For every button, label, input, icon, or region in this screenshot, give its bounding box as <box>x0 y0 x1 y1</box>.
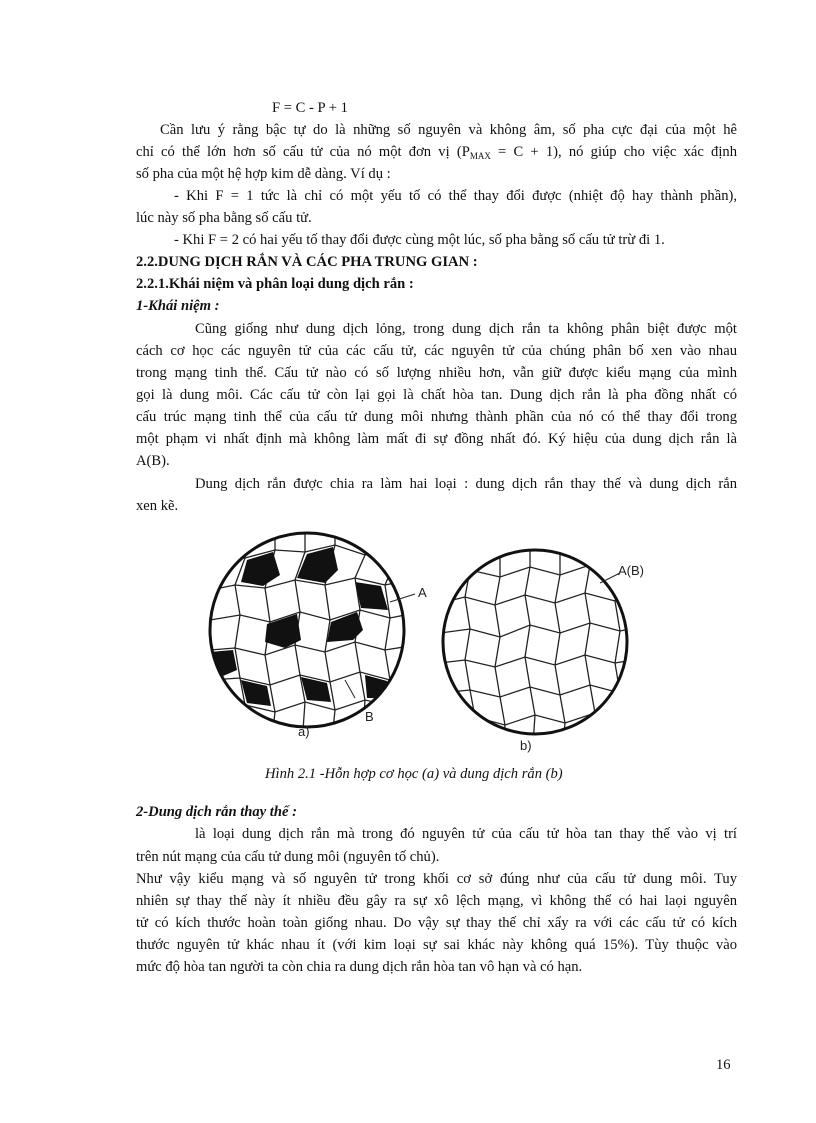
label-b-grain: B <box>365 709 374 724</box>
label-a-grain: A <box>418 585 427 600</box>
figure-b-solid-solution <box>440 545 640 745</box>
subheading-thay-the: 2-Dung dịch rắn thay thế : <box>136 804 297 820</box>
para2-line1: Cũng giống như dung dịch lỏng, trong dung dịch rắn ta không phân biệt được một <box>195 321 737 337</box>
para2-line2: cách cơ học các nguyên tử của các cấu tử, các nguyên tử của chúng phân bố xen vào nhau <box>136 343 737 359</box>
label-figure-a: a) <box>298 724 310 739</box>
figure-caption: Hình 2.1 -Hỗn hợp cơ học (a) và dung dịch rắn (b) <box>265 766 563 782</box>
bullet1-line1: - Khi F = 1 tức là chỉ có một yếu tố có thể thay đổi được (nhiệt độ hay thành phần), <box>174 188 737 204</box>
para5-line1: Như vậy kiểu mạng và số nguyên tử trong khối cơ sở đúng như của cấu tử dung môi. Tuy <box>136 871 737 887</box>
bullet2: - Khi F = 2 có hai yếu tố thay đổi được cùng một lúc, số pha bằng số cấu tử trừ đi 1. <box>174 232 665 248</box>
para2-line3: trong mạng tinh thể. Cấu tử nào có số lượng nhiều hơn, vẫn giữ được kiểu mạng của mình <box>136 365 737 381</box>
para5-line3: tử có kích thước hoàn toàn giống nhau. Do vậy sự thay thế chỉ xẩy ra với các cấu tử có kích <box>136 915 737 931</box>
para5-line4: thước nguyên tử khác nhau ít (với kim loại sự sai khác này không quá 15%). Tùy thuộc vào <box>136 937 737 953</box>
para2-line7: A(B). <box>136 453 170 469</box>
para1-line1: Cần lưu ý rằng bậc tự do là những số nguyên và không âm, số pha cực đại của một hê <box>160 122 737 138</box>
para1-line2: chỉ có thể lớn hơn số cấu tử của nó một đơn vị $(P_{MAX} = C + 1)$, nó giúp cho việc xác định <box>136 144 737 161</box>
para1-line3: số pha của một hệ hợp kim dễ dàng. Ví dụ : <box>136 166 391 182</box>
para5-line5: mức độ hòa tan người ta còn chia ra dung dịch rắn hòa tan vô hạn và có hạn. <box>136 959 583 975</box>
para2-line5: cấu trúc mạng tinh thể của cấu tử dung môi nhưng thành phần của nó có thể thay đổi trong <box>136 409 737 425</box>
label-figure-b: b) <box>520 738 532 753</box>
para3-line2: xen kẽ. <box>136 498 179 514</box>
figure-a-mechanical-mixture <box>205 530 420 730</box>
para2-line4: gọi là dung môi. Các cấu tử còn lại gọi là chất hòa tan. Dung dịch rắn là pha đồng nhất có <box>136 387 737 403</box>
label-solid-solution: A(B) <box>618 563 644 578</box>
page-number: 16 <box>716 1057 731 1073</box>
heading-2-2-1: 2.2.1.Khái niệm và phân loại dung dịch rắn : <box>136 276 414 292</box>
para4-line1: là loại dung dịch rắn mà trong đó nguyên tử của cấu tử hòa tan thay thế vào vị trí <box>195 826 737 842</box>
phase-rule-formula: F = C - P + 1 <box>272 100 348 116</box>
para3-line1: Dung dịch rắn được chia ra làm hai loại : dung dịch rắn thay thế và dung dịch rắn <box>195 476 737 492</box>
para2-line6: một phạm vi nhất định mà không làm mất đi sự đồng nhất đó. Ký hiệu của dung dịch rắn là <box>136 431 737 447</box>
subheading-khai-niem: 1-Khái niệm : <box>136 298 220 314</box>
para4-line2: trên nút mạng của cấu tử dung môi (nguyên tố chủ). <box>136 849 440 865</box>
bullet1-line2: lúc này số pha bằng số cấu tử. <box>136 210 312 226</box>
para5-line2: nhiên sự thay thế này ít nhiều đều gây ra sự xô lệch mạng, vì không thể có hai laọi nguyên <box>136 893 737 909</box>
heading-2-2: 2.2.DUNG DỊCH RẮN VÀ CÁC PHA TRUNG GIAN : <box>136 254 478 270</box>
